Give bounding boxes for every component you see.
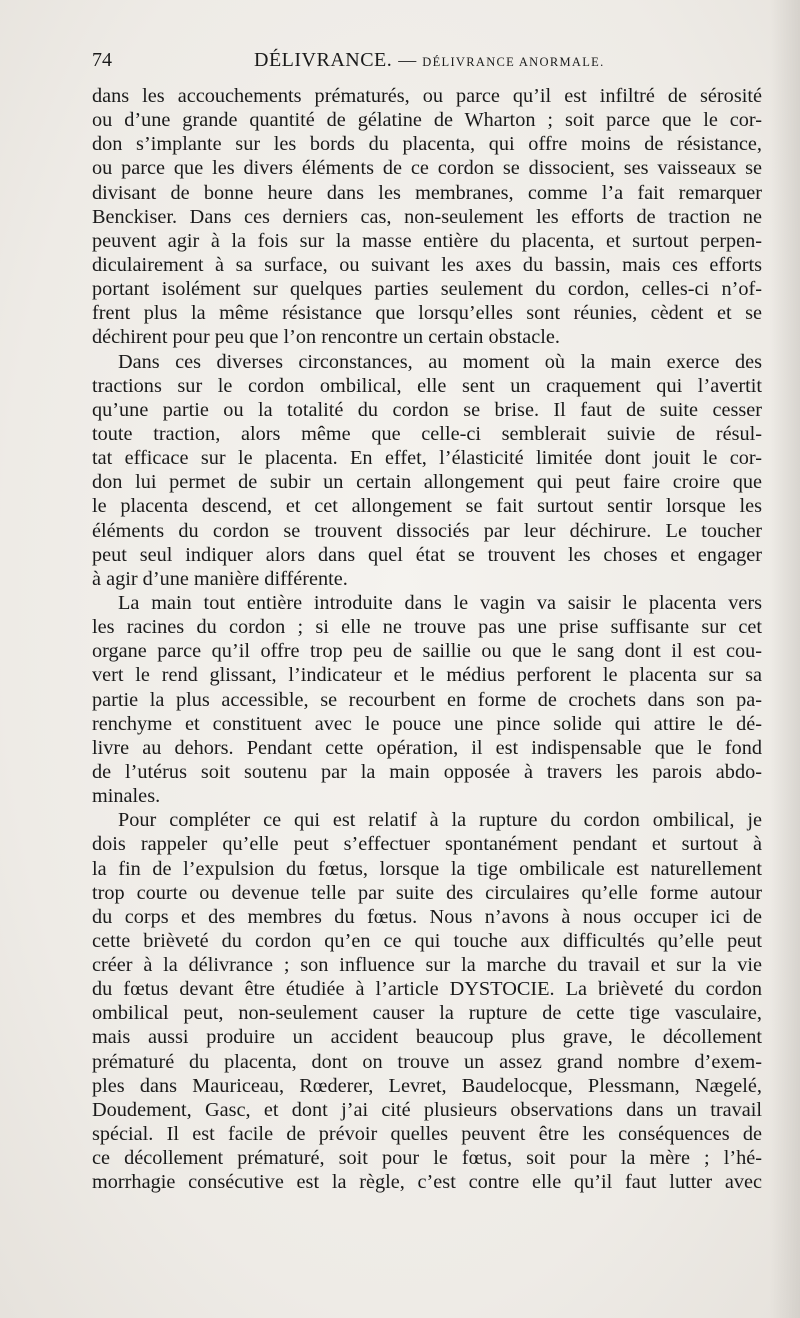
running-head-title: DÉLIVRANCE. [254,49,393,71]
text-line: portant isolément sur quelques parties seulement du cordon, celles-ci n’of- [92,278,762,301]
text-line: renchyme et constituent avec le pouce une pince solide qui attire le dé- [92,712,762,735]
text-line: prématuré du placenta, dont on trouve un assez grand nombre d’exem- [92,1050,762,1073]
text-line: divisant de bonne heure dans les membranes, comme l’a fait remarquer [92,181,762,204]
text-line: ou parce que les divers éléments de ce cordon se dissocient, ses vaisseaux se [92,157,762,180]
text-line: Doudement, Gasc, et dont j’ai cité plusieurs observations dans un travail [92,1098,762,1121]
text-line: organe parce qu’il offre trop peu de saillie ou que le sang dont il est cou- [92,640,762,663]
text-line-paragraph-end: à agir d’une manière différente. [92,567,348,590]
text-line: tractions sur le cordon ombilical, elle sent un craquement qui l’avertit [92,374,762,397]
text-line: ombilical peut, non-seulement causer la rupture de cette tige vasculaire, [92,1002,762,1025]
running-head-subtitle: DÉLIVRANCE ANORMALE. [422,55,605,69]
text-line-paragraph-end: déchirent pour peu que l’on rencontre un certain obstacle. [92,326,560,349]
text-line: partie la plus accessible, se recourbent en forme de crochets dans son pa- [92,688,762,711]
text-line: livre au dehors. Pendant cette opération, il est indispensable que le fond [92,736,762,759]
text-line: éléments du cordon se trouvent dissociés par leur déchirure. Le toucher [92,519,762,542]
page-number: 74 [92,49,112,71]
text-line: don s’implante sur les bords du placenta, qui offre moins de résistance, [92,133,762,156]
text-line: cette brièveté du cordon qu’en ce qui touche aux difficultés qu’elle peut [92,929,762,952]
text-line: dois rappeler qu’elle peut s’effectuer spontanément pendant et surtout à [92,833,762,856]
text-line: créer à la délivrance ; son influence sur la marche du travail et sur la vie [92,954,762,977]
text-line: frent plus la même résistance que lorsqu’elles sont réunies, cèdent et se [92,302,762,325]
text-line: ples dans Mauriceau, Rœderer, Levret, Baudelocque, Plessmann, Nægelé, [92,1074,762,1097]
text-line: le placenta descend, et cet allongement se fait surtout sentir lorsque les [92,495,762,518]
text-line: qu’une partie ou la totalité du cordon se brise. Il faut de suite cesser [92,398,762,421]
text-line: morrhagie consécutive est la règle, c’est contre elle qu’il faut lutter avec [92,1171,762,1194]
text-line: trop courte ou devenue telle par suite des circulaires qu’elle forme autour [92,881,762,904]
running-head-dash: — [398,50,417,70]
text-line: du fœtus devant être étudiée à l’article DYSTOCIE. La brièveté du cordon [92,978,762,1001]
text-line: tat efficace sur le placenta. En effet, l’élasticité limitée dont jouit le cor- [92,447,762,470]
text-line: ou d’une grande quantité de gélatine de Wharton ; soit parce que le cor- [92,109,762,132]
text-line: dans les accouchements prématurés, ou parce qu’il est infiltré de sérosité [92,85,762,107]
text-line: Benckiser. Dans ces derniers cas, non-seulement les efforts de traction ne [92,205,762,228]
text-line: peut seul indiquer alors dans quel état se trouvent les choses et engager [92,543,762,566]
text-line: de l’utérus soit soutenu par la main opposée à travers les parois abdo- [92,760,762,783]
text-line: vert le rend glissant, l’indicateur et le médius perforent le placenta sur sa [92,664,762,687]
text-line-paragraph-start: Dans ces diverses circonstances, au moment où la main exerce des [118,350,762,373]
text-line: don lui permet de subir un certain allongement qui peut faire croire que [92,471,762,494]
text-line-paragraph-start: Pour compléter ce qui est relatif à la rupture du cordon ombilical, je [118,809,762,832]
text-line-paragraph-end: minales. [92,785,161,808]
text-line: la fin de l’expulsion du fœtus, lorsque la tige ombilicale est naturellement [92,857,762,880]
text-line: les racines du cordon ; si elle ne trouve pas une prise suffisante sur cet [92,616,762,639]
text-line: spécial. Il est facile de prévoir quelles peuvent être les conséquences de [92,1123,762,1146]
page-header [92,46,762,76]
text-line: du corps et des membres du fœtus. Nous n’avons à nous occuper ici de [92,905,762,928]
text-line: toute traction, alors même que celle-ci semblerait suivie de résul- [92,422,762,445]
text-line: ce décollement prématuré, soit pour le fœtus, soit pour la mère ; l’hé- [92,1147,762,1170]
page-edge-shadow [770,0,800,1318]
text-line: diculairement à sa surface, ou suivant les axes du bassin, mais ces efforts [92,253,762,276]
running-head [254,46,605,76]
text-line-paragraph-start: La main tout entière introduite dans le vagin va saisir le placenta vers [118,591,762,614]
body-text [92,84,762,1194]
text-line: mais aussi produire un accident beaucoup plus grave, le décollement [92,1026,762,1049]
text-line: peuvent agir à la fois sur la masse entière du placenta, et surtout perpen- [92,229,762,252]
